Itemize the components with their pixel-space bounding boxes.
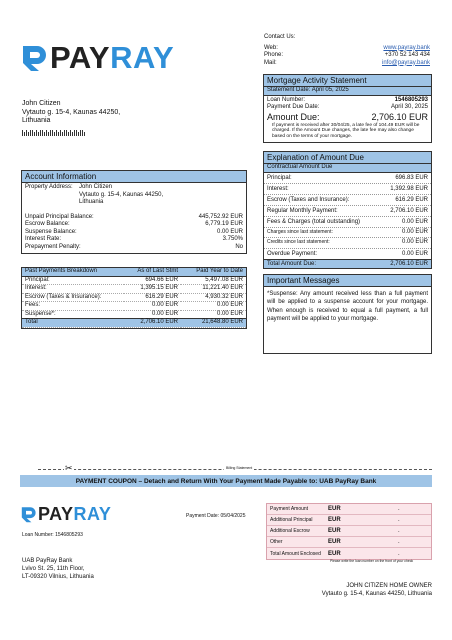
contact-block — [264, 34, 430, 67]
coupon-row-label: Additional Escrow — [270, 528, 310, 534]
coupon-loan-number: Loan Number: 1546805293 — [22, 532, 83, 538]
coupon-row-currency: EUR — [328, 550, 341, 557]
cell: 4,930.32 EUR — [205, 293, 243, 300]
row-label: Credits since last statement: — [267, 239, 330, 245]
coupon-row-currency: EUR — [328, 506, 341, 512]
account-info-box — [21, 170, 247, 254]
recipient-name: John Citizen — [22, 100, 61, 107]
explanation-total — [264, 259, 431, 268]
coupon-row-decimal: . — [398, 506, 400, 512]
account-row — [22, 236, 246, 244]
due-date-label: Payment Due Date: — [267, 104, 320, 110]
mail-label: Mail: — [264, 59, 277, 66]
bank-address — [22, 557, 94, 581]
table-row — [22, 285, 246, 294]
row-label: Charges since last statement: — [267, 228, 333, 235]
explanation-row — [264, 195, 431, 206]
coupon-row-currency: EUR — [328, 528, 341, 534]
row-label: Escrow (Taxes and Insurance): — [267, 196, 350, 203]
cell: Interest: — [25, 285, 47, 291]
explanation-title: Explanation of Amount Due — [264, 152, 431, 164]
cell: Suspense*: — [25, 310, 56, 317]
past-payments-table — [22, 268, 246, 328]
row-value: 0.00 EUR — [216, 228, 243, 235]
account-row — [22, 229, 246, 237]
cell: 0.00 EUR — [152, 302, 179, 308]
coupon-payment-date: Payment Date: 05/04/2025 — [186, 513, 246, 519]
row-value: 3.750% — [222, 236, 243, 242]
payray-logo-icon — [20, 506, 38, 523]
coupon-banner-text: PAYMENT COUPON – Detach and Return With Your Payment Made Payable to: UAB PayRay Bank — [75, 477, 377, 485]
late-fee-note: If payment is received after 30/04/25, a late fee of 104.49 EUR will be charged. If the Amount Due changes, the late fee may also change based on the terms of your mortgage. — [272, 122, 420, 140]
row-label: Prepayment Penalty: — [25, 243, 81, 250]
cell: 11,221.40 EUR — [202, 285, 243, 291]
mail-link[interactable]: info@payray.bank — [381, 59, 430, 66]
row-value: 696.83 EUR — [395, 174, 428, 181]
coupon-row[interactable] — [267, 537, 431, 548]
explanation-row — [264, 206, 431, 217]
row-value: 0.00 EUR — [401, 228, 428, 235]
table-row — [22, 293, 246, 302]
owner-name: JOHN CITIZEN HOME OWNER — [346, 583, 432, 589]
explanation-row — [264, 238, 431, 249]
web-link[interactable]: www.payray.bank — [383, 44, 430, 51]
phone-label: Phone: — [264, 52, 284, 58]
bank-name: UAB PayRay Bank — [22, 558, 73, 564]
explanation-box — [263, 151, 432, 269]
cell: Principal: — [25, 276, 50, 283]
coupon-row[interactable] — [267, 504, 431, 515]
property-line-1: John Citizen — [79, 184, 113, 190]
recipient-address-1: Vytauto g. 15-4, Kaunas 44250, — [22, 108, 121, 116]
table-row — [22, 302, 246, 311]
coupon-row-decimal: . — [398, 550, 400, 557]
row-label: Overdue Payment: — [267, 250, 318, 257]
col-header: As of Last Stmt — [137, 268, 179, 274]
explanation-row — [264, 249, 431, 259]
row-label: Suspense Balance: — [25, 228, 77, 235]
property-line-3: Lithuania — [79, 199, 104, 205]
row-value: 0.00 EUR — [401, 250, 428, 257]
cell: 2,706.10 EUR — [140, 319, 179, 325]
bank-address-2: LT-09320 Vilnius, Lithuania — [22, 574, 94, 580]
cell: 5,497.08 EUR — [205, 276, 243, 283]
coupon-row-currency: EUR — [328, 539, 341, 545]
table-row — [22, 310, 246, 319]
account-row — [22, 221, 246, 229]
coupon-row-decimal: . — [398, 517, 400, 523]
explanation-row — [264, 184, 431, 195]
row-value: 0.00 EUR — [401, 218, 428, 225]
brand-pay: PAY — [50, 40, 111, 75]
scissors-icon: ✂ — [65, 463, 73, 473]
web-label: Web: — [264, 44, 278, 51]
account-row — [22, 214, 246, 222]
brand-logo — [20, 42, 174, 74]
coupon-row-label: Other — [270, 539, 283, 545]
coupon-row-label: Payment Amount — [270, 506, 309, 512]
coupon-row-decimal: . — [398, 528, 400, 534]
cell: 1,395.15 EUR — [140, 285, 179, 291]
due-date: April 30, 2025 — [390, 104, 428, 110]
cell: 21,648.80 EUR — [201, 319, 243, 325]
brand-ray: RAY — [73, 503, 112, 524]
property-line-2: Vytauto g. 15-4, Kaunas 44250, — [79, 191, 164, 198]
brand-pay: PAY — [38, 503, 74, 524]
messages-title: Important Messages — [264, 275, 431, 287]
table-total-row — [22, 319, 246, 328]
coupon-row-label: Additional Principal — [270, 517, 313, 523]
property-label: Property Address: — [25, 184, 73, 190]
cell: Escrow (Taxes & Insurance): — [25, 293, 102, 300]
cell: 694.66 EUR — [145, 276, 179, 283]
contact-title: Contact Us: — [264, 34, 296, 40]
owner-address — [280, 582, 432, 598]
explanation-row — [264, 228, 431, 239]
brand-ray: RAY — [110, 40, 175, 75]
coupon-row[interactable] — [267, 548, 431, 559]
cell: Total — [25, 319, 38, 325]
amount-due-label: Amount Due: — [267, 111, 320, 122]
total-label: Total Amount Due: — [267, 260, 317, 267]
postal-barcode — [22, 130, 192, 136]
table-row — [22, 276, 246, 285]
cell: 0.00 EUR — [216, 310, 243, 317]
recipient-address-2: Lithuania — [22, 117, 51, 124]
phone-value: +370 52 143 434 — [384, 52, 430, 58]
statement-date: Statement Date: April 05, 2025 — [264, 87, 431, 96]
amount-due: 2,706.10 EUR — [371, 111, 428, 122]
coupon-amounts-box — [266, 503, 432, 560]
recipient-address — [22, 100, 192, 136]
row-label: Fees & Charges (total outstanding) — [267, 218, 361, 225]
bank-address-1: Lvivo St. 25, 11th Floor, — [22, 566, 85, 572]
coupon-row[interactable] — [267, 515, 431, 526]
row-label: Unpaid Principal Balance: — [25, 213, 94, 220]
row-value: No — [235, 243, 243, 250]
coupon-row-label: Total Amount Enclosed — [270, 550, 321, 557]
account-title: Account Information — [22, 171, 246, 183]
total-value: 2,706.10 EUR — [390, 260, 428, 267]
past-payments-box — [21, 267, 247, 329]
row-label: Interest: — [267, 185, 289, 192]
messages-body: *Suspense: Any amount received less than a full payment will be applied to a suspense account for your mortgage. When enough is received to equal a full payment, a full payment will be applied to your mortgage. — [267, 291, 428, 322]
row-label: Principal: — [267, 174, 292, 181]
row-value: 445,752.92 EUR — [198, 213, 243, 220]
explanation-subtitle: Contractual Amount Due — [264, 164, 431, 173]
col-header: Paid Year to Date — [196, 268, 243, 274]
cell: 0.00 EUR — [216, 302, 243, 308]
row-label: Regular Monthly Payment: — [267, 207, 338, 214]
loan-number-label: Loan Number: — [267, 96, 306, 103]
row-value: 616.29 EUR — [395, 196, 428, 203]
row-value: 0.00 EUR — [401, 239, 428, 245]
write-loan-note: Please write the loan number on the front of your check — [330, 559, 414, 563]
statement-title: Mortgage Activity Statement — [264, 75, 431, 87]
row-label: Escrow Balance: — [25, 221, 70, 227]
coupon-row-currency: EUR — [328, 517, 341, 523]
owner-address-line: Vytauto g. 15-4, Kaunas 44250, Lithuania — [321, 591, 432, 597]
row-value: 2,706.10 EUR — [390, 207, 428, 214]
cell: 616.29 EUR — [145, 293, 179, 300]
cell: 0.00 EUR — [152, 310, 179, 317]
row-label: Interest Rate: — [25, 236, 62, 242]
coupon-row[interactable] — [267, 526, 431, 537]
coupon-row-decimal: . — [398, 539, 400, 545]
important-messages-box — [263, 274, 432, 354]
explanation-row — [264, 217, 431, 228]
explanation-row — [264, 173, 431, 184]
coupon-logo — [20, 504, 111, 524]
cell: Fees: — [25, 302, 41, 308]
mortgage-statement-box — [263, 74, 432, 143]
coupon-banner — [20, 475, 432, 487]
col-header: Past Payments Breakdown — [25, 268, 98, 274]
row-value: 1,392.98 EUR — [390, 185, 428, 192]
account-row — [22, 244, 246, 252]
row-value: 6,779.19 EUR — [205, 221, 243, 227]
cut-label: Billing Statement — [226, 466, 253, 470]
payray-logo-icon — [20, 44, 50, 72]
loan-number: 1546805293 — [394, 96, 428, 103]
